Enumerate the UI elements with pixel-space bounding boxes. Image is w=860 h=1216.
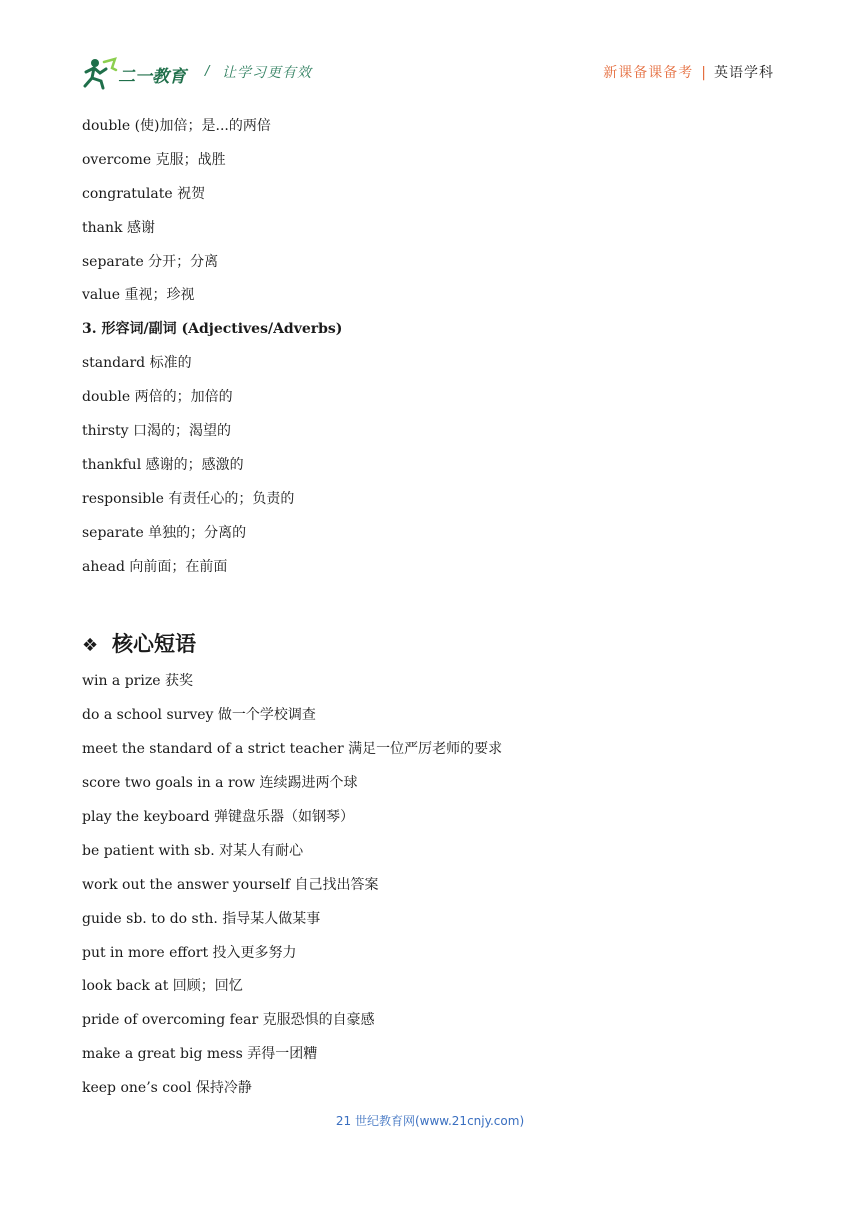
vocab-item: thankful 感谢的；感激的 xyxy=(82,456,244,473)
logo-text: 二一教育 xyxy=(118,67,186,87)
phrase-item: meet the standard of a strict teacher 满足一位严厉老师的要求 xyxy=(82,741,503,758)
vocab-item: separate 单独的；分离的 xyxy=(82,524,247,541)
phrase-list xyxy=(82,665,782,1106)
document-body xyxy=(82,110,782,1106)
phrase-item: work out the answer yourself 自己找出答案 xyxy=(82,876,379,893)
vocab-item: double 两倍的；加倍的 xyxy=(82,389,233,406)
section-title-phrases xyxy=(82,623,782,665)
phrase-item: win a prize 获奖 xyxy=(82,673,193,690)
adjectives-heading: 3. 形容词/副词 (Adjectives/Adverbs) xyxy=(82,321,343,338)
vocab-item: responsible 有责任心的；负责的 xyxy=(82,490,295,507)
vocab-item: value 重视；珍视 xyxy=(82,287,195,304)
phrase-item: pride of overcoming fear 克服恐惧的自豪感 xyxy=(82,1012,375,1029)
header-course-info xyxy=(603,62,774,82)
phrase-item: score two goals in a row 连续踢进两个球 xyxy=(82,775,358,792)
section-title-text: 核心短语 xyxy=(112,632,196,657)
vocab-item: double (使)加倍；是...的两倍 xyxy=(82,118,271,134)
phrase-item: play the keyboard 弹键盘乐器（如钢琴） xyxy=(82,809,355,826)
slogan-separator: / xyxy=(205,64,210,79)
phrase-item: put in more effort 投入更多努力 xyxy=(82,944,297,961)
phrase-item: look back at 回顾；回忆 xyxy=(82,978,243,995)
page-header xyxy=(82,52,774,92)
phrase-item: keep one’s cool 保持冷静 xyxy=(82,1080,252,1097)
diamond-bullet-icon: ❖ xyxy=(82,635,99,657)
verb-list xyxy=(82,110,782,313)
course-label: 新课备课备考 xyxy=(603,65,694,81)
vocab-item: standard 标准的 xyxy=(82,355,192,372)
phrase-item: guide sb. to do sth. 指导某人做某事 xyxy=(82,910,321,927)
vocab-item: ahead 向前面；在前面 xyxy=(82,558,228,575)
vocab-item: overcome 克服；战胜 xyxy=(82,151,226,168)
vocab-item: thirsty 口渴的；渴望的 xyxy=(82,423,231,440)
phrase-item: make a great big mess 弄得一团糟 xyxy=(82,1046,318,1063)
slogan: 让学习更有效 xyxy=(222,65,312,81)
vocab-item: thank 感谢 xyxy=(82,219,155,236)
header-divider: | xyxy=(701,65,706,81)
page-footer[interactable]: 21 世纪教育网(www.21cnjy.com) xyxy=(335,1114,525,1128)
runner-logo-icon xyxy=(85,59,116,88)
adjective-list xyxy=(82,347,782,584)
vocab-item: separate 分开；分离 xyxy=(82,253,219,270)
vocab-item: congratulate 祝贺 xyxy=(82,185,206,202)
logo xyxy=(82,56,192,90)
phrase-item: be patient with sb. 对某人有耐心 xyxy=(82,842,304,859)
subject-label: 英语学科 xyxy=(714,65,774,81)
phrase-item: do a school survey 做一个学校调查 xyxy=(82,707,316,724)
